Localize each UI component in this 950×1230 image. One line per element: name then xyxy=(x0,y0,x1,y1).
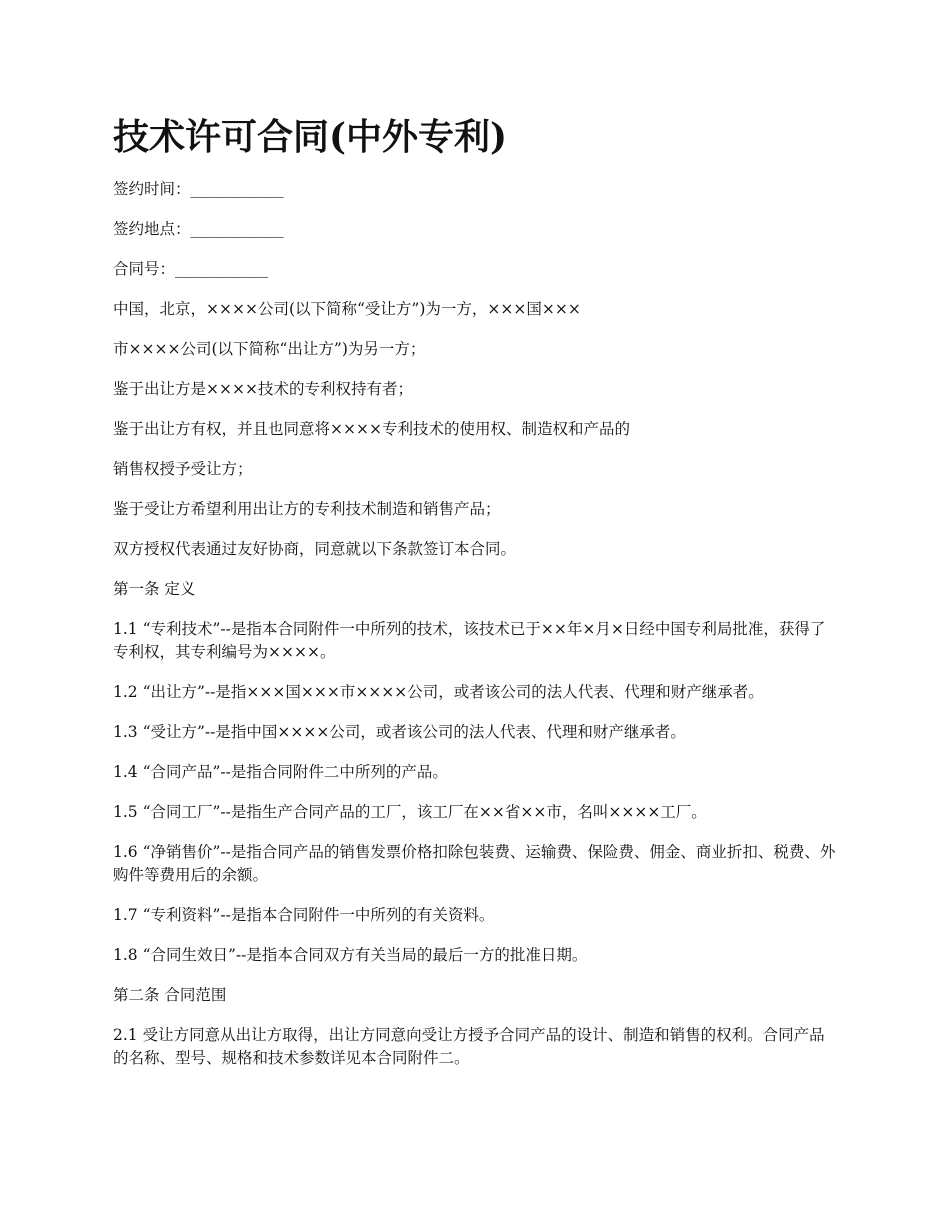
article-heading: 第二条 合同范围 xyxy=(113,986,227,1004)
signing-time-field xyxy=(113,178,843,201)
article-clause: 1.4 “合同产品”--是指合同附件二中所列的产品。 xyxy=(113,763,448,781)
article-clause: 1.1 “专利技术”--是指本合同附件一中所列的技术，该技术已于××年×月×日经中国专利局批准，获得了专利权，其专利编号为××××。 xyxy=(113,620,826,661)
intro-paragraph: 销售权授予受让方； xyxy=(113,460,253,478)
intro-paragraph: 市××××公司(以下简称“出让方”)为另一方； xyxy=(113,340,426,358)
article-heading: 第一条 定义 xyxy=(113,580,196,598)
article-clause: 1.8 “合同生效日”--是指本合同双方有关当局的最后一方的批准日期。 xyxy=(113,946,588,964)
intro-paragraph: 中国，北京，××××公司(以下简称“受让方”)为一方，×××国××× xyxy=(113,300,581,318)
field-value: ____________ xyxy=(190,220,284,238)
article-clause: 1.6 “净销售价”--是指合同产品的销售发票价格扣除包装费、运输费、保险费、佣金、商业折扣、税费、外购件等费用后的余额。 xyxy=(113,843,836,884)
field-label: 签约地点： xyxy=(113,220,191,238)
document-title: 技术许可合同(中外专利) xyxy=(113,116,508,158)
field-value: ____________ xyxy=(190,180,284,198)
article-clause: 1.5 “合同工厂”--是指生产合同产品的工厂，该工厂在××省××市，名叫××××工厂。 xyxy=(113,803,707,821)
intro-paragraph: 鉴于出让方有权，并且也同意将××××专利技术的使用权、制造权和产品的 xyxy=(113,420,630,438)
article-clause: 2.1 受让方同意从出让方取得，出让方同意向受让方授予合同产品的设计、制造和销售的权利。合同产品的名称、型号、规格和技术参数详见本合同附件二。 xyxy=(113,1026,825,1067)
field-value: ____________ xyxy=(175,260,269,278)
intro-paragraph: 鉴于出让方是××××技术的专利权持有者； xyxy=(113,380,413,398)
signing-place-field xyxy=(113,218,843,241)
contract-number-field xyxy=(113,258,843,281)
document-page xyxy=(113,112,843,1087)
article-clause: 1.3 “受让方”--是指中国××××公司，或者该公司的法人代表、代理和财产继承者。 xyxy=(113,723,686,741)
field-label: 签约时间： xyxy=(113,180,191,198)
intro-paragraph: 鉴于受让方希望利用出让方的专利技术制造和销售产品； xyxy=(113,500,501,518)
article-clause: 1.7 “专利资料”--是指本合同附件一中所列的有关资料。 xyxy=(113,906,495,924)
intro-paragraph: 双方授权代表通过友好协商，同意就以下条款签订本合同。 xyxy=(113,540,517,558)
field-label: 合同号： xyxy=(113,260,176,278)
article-clause: 1.2 “出让方”--是指×××国×××市××××公司，或者该公司的法人代表、代理和财产继承者。 xyxy=(113,683,764,701)
